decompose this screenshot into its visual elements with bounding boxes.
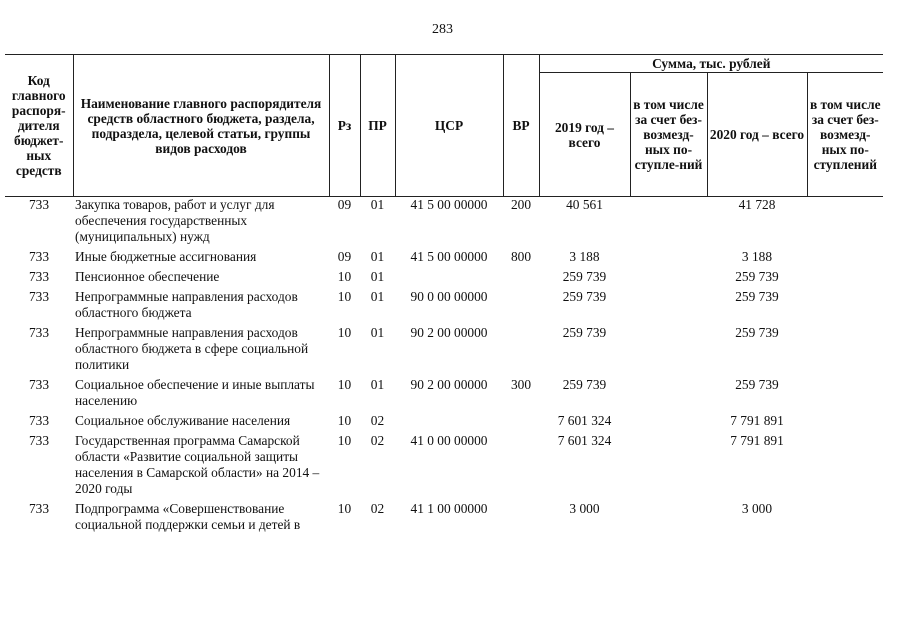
header-csr: ЦСР xyxy=(395,55,503,197)
cell-pr: 01 xyxy=(370,377,385,392)
cell-2020-total: 7 791 891 xyxy=(730,433,784,448)
cell-pr: 02 xyxy=(370,413,385,428)
cell-2020-total: 259 739 xyxy=(735,325,779,340)
cell-rz: 10 xyxy=(337,269,352,284)
table-row xyxy=(5,285,883,321)
cell-2020-total: 41 728 xyxy=(738,197,776,212)
cell-rz: 10 xyxy=(337,377,352,392)
cell-code: 733 xyxy=(28,197,50,212)
cell-2019-free xyxy=(630,265,707,285)
cell-name: Социальное обеспечение и иные выплаты населению xyxy=(75,377,315,408)
cell-pr: 01 xyxy=(370,249,385,264)
header-pr: ПР xyxy=(360,55,395,197)
header-sum-group: Сумма, тыс. рублей xyxy=(539,55,883,73)
header-2020-total: 2020 год – всего xyxy=(707,73,807,197)
table-header xyxy=(5,55,883,197)
cell-2019-free xyxy=(630,321,707,373)
cell-vr xyxy=(503,429,539,497)
cell-name: Непрограммные направления расходов областного бюджета xyxy=(75,289,298,320)
cell-name: Закупка товаров, работ и услуг для обеспечения государственных (муниципальных) нужд xyxy=(75,197,275,244)
cell-2020-free xyxy=(807,429,883,497)
cell-2020-free xyxy=(807,497,883,533)
cell-2019-free xyxy=(630,373,707,409)
table-row xyxy=(5,429,883,497)
table-row xyxy=(5,197,883,246)
cell-rz: 10 xyxy=(337,289,352,304)
cell-code: 733 xyxy=(28,269,50,284)
cell-csr: 41 5 00 00000 xyxy=(410,249,488,264)
cell-csr: 41 5 00 00000 xyxy=(410,197,488,212)
cell-pr: 02 xyxy=(370,433,385,448)
table-row xyxy=(5,245,883,265)
cell-2019-free xyxy=(630,409,707,429)
cell-csr: 41 1 00 00000 xyxy=(410,501,488,516)
cell-rz: 10 xyxy=(337,413,352,428)
cell-code: 733 xyxy=(28,433,50,448)
table-body xyxy=(5,197,883,534)
cell-csr: 90 2 00 00000 xyxy=(410,325,488,340)
table-row xyxy=(5,409,883,429)
cell-2020-total: 259 739 xyxy=(735,269,779,284)
cell-2019-free xyxy=(630,245,707,265)
cell-pr: 01 xyxy=(370,269,385,284)
cell-rz: 10 xyxy=(337,325,352,340)
cell-2020-free xyxy=(807,245,883,265)
cell-pr: 01 xyxy=(370,325,385,340)
cell-2019-total: 259 739 xyxy=(562,289,607,304)
cell-2020-total: 259 739 xyxy=(735,377,779,392)
cell-2019-free xyxy=(630,285,707,321)
header-code: Код главного распоря-дителя бюджет-ных средств xyxy=(5,55,73,197)
cell-2019-free xyxy=(630,197,707,246)
cell-2019-total: 7 601 324 xyxy=(557,433,612,448)
cell-2020-total: 3 188 xyxy=(741,249,773,264)
cell-2019-total: 259 739 xyxy=(562,269,607,284)
cell-name: Иные бюджетные ассигнования xyxy=(75,249,257,264)
cell-rz: 09 xyxy=(337,197,352,212)
header-2019-free: в том числе за счет без-возмезд-ных по-ступле-ний xyxy=(630,73,707,197)
cell-rz: 10 xyxy=(337,433,352,448)
header-name: Наименование главного распорядителя средств областного бюджета, раздела, подраздела, целевой статьи, группы видов расходов xyxy=(73,55,329,197)
cell-vr: 800 xyxy=(510,249,532,264)
cell-pr: 02 xyxy=(370,501,385,516)
cell-csr xyxy=(395,409,503,429)
cell-name: Государственная программа Самарской области «Развитие социальной защиты населения в Самарской области» на 2014 – 2020 годы xyxy=(75,433,320,496)
cell-rz: 10 xyxy=(337,501,352,516)
table-row xyxy=(5,265,883,285)
cell-2019-free xyxy=(630,429,707,497)
cell-name: Пенсионное обеспечение xyxy=(75,269,220,284)
cell-2019-total: 40 561 xyxy=(566,197,603,212)
cell-2019-total: 259 739 xyxy=(562,325,607,340)
cell-name: Социальное обслуживание населения xyxy=(75,413,291,428)
cell-2020-free xyxy=(807,265,883,285)
cell-2019-free xyxy=(630,497,707,533)
cell-vr xyxy=(503,321,539,373)
cell-vr: 200 xyxy=(510,197,532,212)
cell-2020-free xyxy=(807,197,883,246)
cell-2020-free xyxy=(807,321,883,373)
cell-csr: 41 0 00 00000 xyxy=(410,433,488,448)
cell-vr xyxy=(503,265,539,285)
cell-code: 733 xyxy=(28,413,50,428)
header-vr: ВР xyxy=(503,55,539,197)
cell-2020-free xyxy=(807,285,883,321)
cell-2019-total: 3 188 xyxy=(569,249,600,264)
table-row xyxy=(5,373,883,409)
cell-pr: 01 xyxy=(370,289,385,304)
cell-2020-free xyxy=(807,373,883,409)
cell-vr xyxy=(503,285,539,321)
cell-2020-total: 259 739 xyxy=(735,289,779,304)
cell-name: Непрограммные направления расходов областного бюджета в сфере социальной политики xyxy=(75,325,309,372)
cell-code: 733 xyxy=(28,249,50,264)
cell-2020-total: 7 791 891 xyxy=(730,413,784,428)
budget-table xyxy=(5,54,883,533)
cell-csr: 90 2 00 00000 xyxy=(410,377,488,392)
header-rz: Рз xyxy=(329,55,360,197)
cell-vr xyxy=(503,497,539,533)
table-row xyxy=(5,497,883,533)
cell-code: 733 xyxy=(28,377,50,392)
cell-rz: 09 xyxy=(337,249,352,264)
cell-csr: 90 0 00 00000 xyxy=(410,289,488,304)
cell-csr xyxy=(395,265,503,285)
cell-2019-total: 259 739 xyxy=(562,377,607,392)
cell-code: 733 xyxy=(28,289,50,304)
cell-vr xyxy=(503,409,539,429)
header-2019-total: 2019 год – всего xyxy=(539,73,630,197)
table-row xyxy=(5,321,883,373)
cell-2019-total: 3 000 xyxy=(569,501,600,516)
cell-name: Подпрограмма «Совершенствование социальной поддержки семьи и детей в xyxy=(75,501,301,532)
cell-code: 733 xyxy=(28,501,50,516)
cell-pr: 01 xyxy=(370,197,385,212)
cell-2020-total: 3 000 xyxy=(741,501,773,516)
cell-vr: 300 xyxy=(510,377,532,392)
cell-2019-total: 7 601 324 xyxy=(557,413,612,428)
cell-2020-free xyxy=(807,409,883,429)
page-number: 283 xyxy=(432,22,453,37)
header-2020-free: в том числе за счет без-возмезд-ных по-ступлений xyxy=(807,73,883,197)
cell-code: 733 xyxy=(28,325,50,340)
